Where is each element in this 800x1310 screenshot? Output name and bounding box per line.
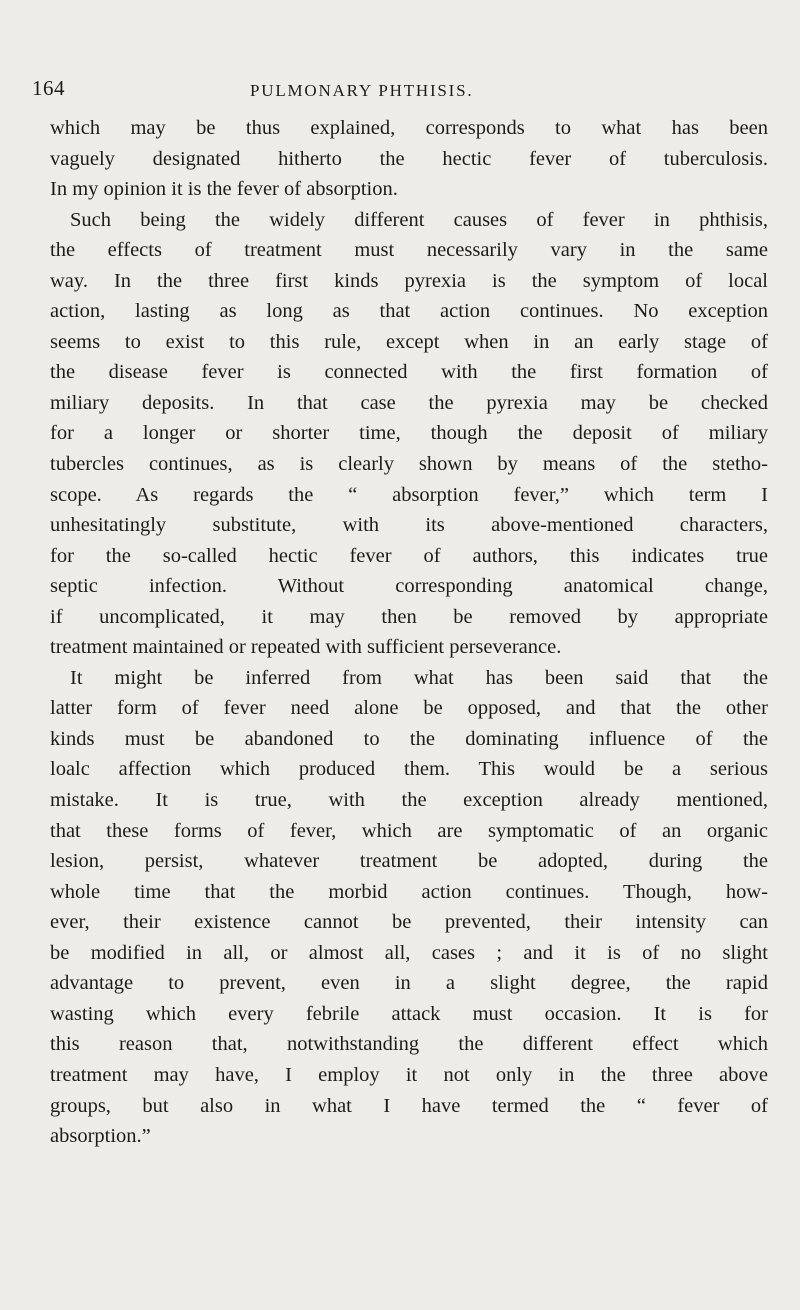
text-line: miliary deposits. In that case the pyrexia may be checked xyxy=(50,391,768,414)
page-number: 164 xyxy=(32,76,65,100)
text-line: be modified in all, or almost all, cases ; and it is of no slight xyxy=(50,941,768,964)
page-header xyxy=(0,76,800,106)
text-line: which may be thus explained, corresponds to what has been xyxy=(50,117,768,139)
text-line: It might be inferred from what has been said that the xyxy=(70,666,768,689)
text-line: way. In the three first kinds pyrexia is the symptom of local xyxy=(50,269,768,292)
running-head: PULMONARY PHTHISIS. xyxy=(250,81,474,100)
text-line: tubercles continues, as is clearly shown by means of the stetho- xyxy=(50,453,768,476)
text-line: if uncomplicated, it may then be removed by appropriate xyxy=(50,605,768,628)
text-line: for the so-called hectic fever of authors, this indicates true xyxy=(50,544,768,567)
body-text xyxy=(50,113,768,1152)
text-line: vaguely designated hitherto the hectic fever of tuberculosis. xyxy=(50,147,768,170)
text-line: loalc affection which produced them. This would be a serious xyxy=(50,758,768,781)
text-line: septic infection. Without corresponding anatomical change, xyxy=(50,575,768,598)
text-line: kinds must be abandoned to the dominating influence of the xyxy=(50,727,768,750)
text-line: scope. As regards the “ absorption fever,” which term I xyxy=(50,483,768,506)
text-line: action, lasting as long as that action continues. No exception xyxy=(50,300,768,323)
text-line: ever, their existence cannot be prevented, their intensity can xyxy=(50,911,768,934)
text-line: lesion, persist, whatever treatment be adopted, during the xyxy=(50,850,768,873)
text-line: latter form of fever need alone be opposed, and that the other xyxy=(50,697,768,720)
text-line: advantage to prevent, even in a slight degree, the rapid xyxy=(50,972,768,995)
text-line: absorption.” xyxy=(50,1125,151,1148)
text-line: treatment maintained or repeated with sufficient perseverance. xyxy=(50,636,562,659)
text-line: groups, but also in what I have termed the “ fever of xyxy=(50,1094,768,1117)
text-line: this reason that, notwithstanding the different effect which xyxy=(50,1033,768,1056)
text-line: unhesitatingly substitute, with its above-mentioned characters, xyxy=(50,514,768,537)
text-line: Such being the widely different causes of fever in phthisis, xyxy=(70,208,768,231)
text-line: whole time that the morbid action continues. Though, how- xyxy=(50,880,768,903)
text-line: wasting which every febrile attack must occasion. It is for xyxy=(50,1002,768,1025)
text-line: that these forms of fever, which are symptomatic of an organic xyxy=(50,819,768,842)
text-line: seems to exist to this rule, except when in an early stage of xyxy=(50,330,768,353)
text-line: mistake. It is true, with the exception already mentioned, xyxy=(50,789,768,812)
text-line: the effects of treatment must necessarily vary in the same xyxy=(50,239,768,262)
text-line: for a longer or shorter time, though the deposit of miliary xyxy=(50,422,768,445)
text-line: treatment may have, I employ it not only in the three above xyxy=(50,1063,768,1086)
text-line: In my opinion it is the fever of absorption. xyxy=(50,178,398,201)
text-line: the disease fever is connected with the first formation of xyxy=(50,361,768,384)
